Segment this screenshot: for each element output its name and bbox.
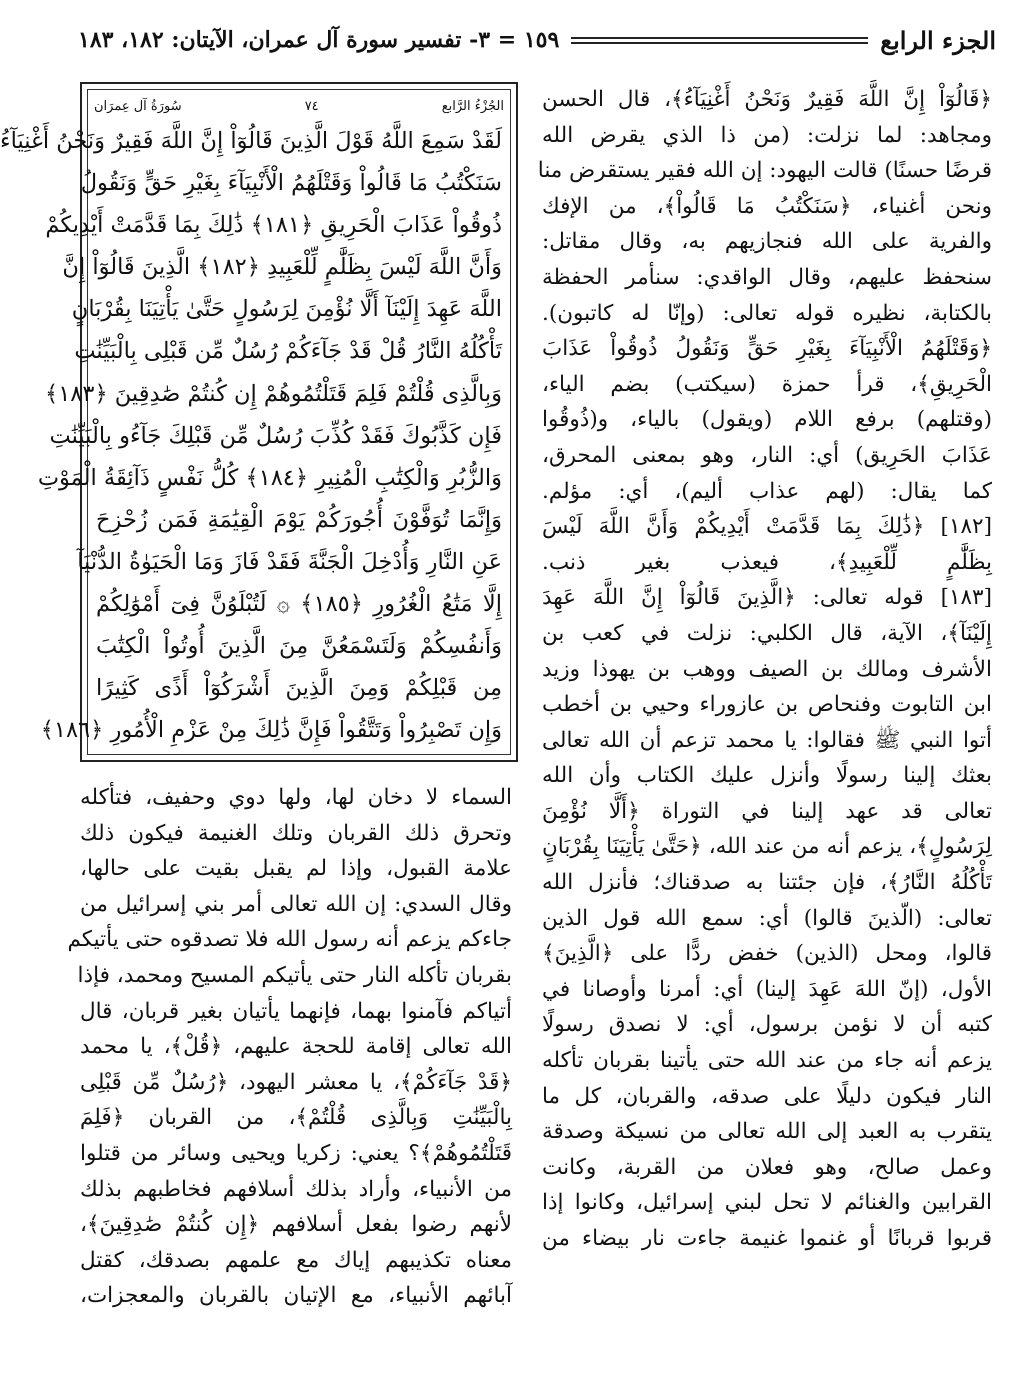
mushaf-inner-frame — [0, 89, 511, 755]
text-line: قربوا قربانًا أو غنموا غنيمة جاءت نار بيضاء من — [542, 1226, 992, 1251]
text-line: بعثك إلينا رسولًا وأنزل عليك الكتاب وأن الله — [542, 763, 992, 789]
text-line: ابن التابوت وفنحاص بن عازوراء وحيي بن أخطب — [542, 692, 992, 718]
text-line: ﴿وَقَتْلَهُمُ الْأَنْبِيَآءَ بِغَيْرِ حَقٍّ وَنَقُولُ ذُوقُواْ عَذَابَ — [542, 336, 992, 362]
verse-line: وَإِن تَصْبِرُواْ وَتَتَّقُواْ فَإِنَّ ذَٰلِكَ مِنْ عَزْمِ الْأُمُورِ ﴿١٨٦﴾ — [40, 717, 502, 744]
text-line: يزعم أنه جاء من عند الله حتى يأتينا بقربان تأكله — [542, 1048, 992, 1074]
text-line: بقربان تأكله النار حتى يأتيكم المسيح ومحمد، فإذا — [77, 962, 512, 988]
text-line: كتبه أن لا نؤمن برسول، أي: لا نصدق رسولًا — [542, 1012, 992, 1038]
verse-line: وَإِنَّمَا تُوَفَّوْنَ أُجُورَكُمْ يَوْمَ الْقِيَٰمَةِ فَمَن زُحْزِحَ — [96, 506, 502, 533]
text-line: الله تعالى إقامة للحجة عليهم، ﴿قُلْ﴾، يا محمد — [80, 1034, 512, 1060]
header-part-title: الجزء الرابع — [880, 25, 996, 55]
text-line: قرضًا حسنًا) قالت اليهود: إن الله فقير يستقرض منا — [537, 158, 992, 184]
verse-line: وَبِالَّذِى قُلْتُمْ فَلِمَ قَتَلْتُمُوهُمْ إِن كُنتُمْ صَٰدِقِينَ ﴿١٨٣﴾ — [45, 380, 502, 407]
text-line: ﴿قَالُوٓاْ إِنَّ اللَّهَ فَقِيرٌ وَنَحْنُ أَغْنِيَآءُ﴾، قال الحسن — [542, 87, 992, 112]
text-line: [١٨٢] ﴿ذَٰلِكَ بِمَا قَدَّمَتْ أَيْدِيكُمْ وَأَنَّ اللَّهَ لَيْسَ — [542, 514, 992, 540]
text-line: جاءكم يزعم أنه رسول الله فلا تصدقوه حتى يأتيكم — [67, 927, 512, 953]
text-line: ﴿قَدْ جَآءَكُمْ﴾، يا معشر اليهود، ﴿رُسُلٌ مِّن قَبْلِى — [80, 1069, 512, 1095]
text-line: تعالى قد عهد إلينا في التوراة ﴿أَلَّا نُؤْمِنَ — [542, 798, 992, 824]
text-line: [١٨٣] قوله تعالى: ﴿الَّذِينَ قَالُوٓاْ إِنَّ اللَّهَ عَهِدَ — [542, 585, 992, 611]
running-header — [78, 20, 996, 60]
mushaf-header — [94, 94, 504, 118]
verse-line: اللَّهَ عَهِدَ إِلَيْنَآ أَلَّا نُؤْمِنَ لِرَسُولٍ حَتَّىٰ يَأْتِيَنَا بِقُرْبَانٍ — [71, 296, 502, 323]
verse-line: وَالزُّبُرِ وَالْكِتَٰبِ الْمُنِيرِ ﴿١٨٤﴾ كُلُّ نَفْسٍ ذَآئِقَةُ الْمَوْتِ — [37, 464, 502, 491]
text-line: أتوا النبي ﷺ فقالوا: يا محمد تزعم أن الله تعالى — [542, 727, 992, 753]
text-line: لأنهم رضوا بفعل أسلافهم ﴿إِن كُنتُمْ صَٰدِقِينَ﴾، — [80, 1212, 512, 1238]
mushaf-verses — [0, 120, 502, 751]
verse-line: ذُوقُواْ عَذَابَ الْحَرِيقِ ﴿١٨١﴾ ذَٰلِكَ بِمَا قَدَّمَتْ أَيْدِيكُمْ — [45, 212, 502, 239]
text-line: من الأنبياء، وأراد بذلك أسلافهم فخاطبهم بذلك — [80, 1176, 512, 1202]
text-line: إِلَيْنَآ﴾، الآية، قال الكلبي: نزلت في كعب بن — [542, 620, 992, 646]
right-column-text — [537, 82, 993, 1257]
text-line: وقال السدي: إن الله تعالى أمر بني إسرائيل من — [80, 891, 512, 917]
text-line: قالوا، ومحل (الذين) خفض ردًّا على ﴿الَّذِينَ﴾ — [542, 941, 992, 967]
verse-line: إِلَّا مَتَٰعُ الْغُرُورِ ﴿١٨٥﴾ ۞ لَتُبْلَوُنَّ فِىٓ أَمْوَٰلِكُمْ — [96, 591, 502, 618]
mushaf-page-box — [0, 82, 518, 762]
text-line: وعمل صالح، وهو فعلان من القربة، وكانت — [542, 1154, 992, 1180]
header-page-info: ١٥٩ = ٣- تفسير سورة آل عمران، الآيتان: ١٨٢، ١٨٣ — [78, 27, 560, 53]
text-line: القرابين والغنائم لا تحل لبني إسرائيل، وكانوا إذا — [542, 1190, 992, 1216]
text-line: الْحَرِيقِ﴾، قرأ حمزة (سيكتب) بضم الياء، — [542, 371, 992, 397]
text-line: بالكتابة، نظيره قوله تعالى: (وإنّا له كاتبون). — [542, 300, 992, 326]
text-line: يتقرب به العبد إلى الله تعالى من نسيكة وصدقة — [542, 1119, 992, 1145]
text-line: عَذَابَ الحَرِيق) أي: النار، وهو بمعنى المحرق، — [542, 442, 992, 468]
verse-line: تَأْكُلُهُ النَّارُ قُلْ قَدْ جَآءَكُمْ رُسُلٌ مِّن قَبْلِى بِالْبَيِّنَٰتِ — [74, 338, 502, 365]
text-line: الأول، (إنّ اللهَ عَهِدَ إلينا) أي: أمرنا وأوصانا في — [542, 976, 992, 1002]
text-line: أتياكم فآمنوا بهما، فإنهما يأتيان بغير قربان، قال — [80, 998, 512, 1024]
verse-line: وَأَنفُسِكُمْ وَلَتَسْمَعُنَّ مِنَ الَّذِينَ أُوتُواْ الْكِتَٰبَ — [96, 633, 502, 660]
verse-line: سَنَكْتُبُ مَا قَالُواْ وَقَتْلَهُمُ الْأَنْبِيَآءَ بِغَيْرِ حَقٍّ وَنَقُولُ — [80, 170, 502, 197]
verse-line: وَأَنَّ اللَّهَ لَيْسَ بِظَلَّٰمٍ لِّلْعَبِيدِ ﴿١٨٢﴾ الَّذِينَ قَالُوٓاْ إِنَّ — [62, 254, 502, 281]
text-line: معناه تكذيبهم إياك مع علمهم بصدقك، كقتل — [80, 1247, 512, 1273]
text-line: قَتَلْتُمُوهُمْ﴾؟ يعني: زكريا ويحيى وسائر من قتلوا — [80, 1140, 512, 1166]
mushaf-page-number: ٧٤ — [304, 98, 319, 114]
text-line: وتحرق ذلك القربان وتلك الغنيمة فيكون ذلك — [80, 820, 512, 846]
text-line: تعالى: (الّذينَ قالوا) أي: سمع الله قول الذين — [542, 905, 992, 931]
text-line: بِظَلَّٰمٍ لِّلْعَبِيدِ﴾، فيعذب بغير ذنب. — [542, 549, 992, 575]
text-line: لِرَسُولٍ﴾، يزعم أنه من عند الله، ﴿حَتَّىٰ يَأْتِيَنَا بِقُرْبَانٍ — [542, 834, 992, 860]
text-line: آبائهم الأنبياء، مع الإتيان بالقربان والمعجزات، — [80, 1283, 512, 1309]
mushaf-surah-name: سُورَةُ آل عِمرَان — [94, 98, 182, 114]
text-line: سنحفظ عليهم، وقال الواقدي: سنأمر الحفظة — [542, 264, 992, 290]
left-column-text — [67, 780, 512, 1314]
header-rule — [571, 37, 868, 44]
verse-line: عَنِ النَّارِ وَأُدْخِلَ الْجَنَّةَ فَقَدْ فَازَ وَمَا الْحَيَوٰةُ الدُّنْيَآ — [77, 548, 502, 575]
text-line: السماء لا دخان لها، ولها دوي وحفيف، فتأكله — [80, 785, 512, 810]
mushaf-juz-name: الجُزْءُ الرَّابع — [441, 98, 504, 114]
verse-line: لَقَدْ سَمِعَ اللَّهُ قَوْلَ الَّذِينَ قَالُوٓاْ إِنَّ اللَّهَ فَقِيرٌ وَنَحْنُ أَغْنِيَآءُ — [0, 128, 502, 154]
text-line: النار فيكون دليلًا على صدقه، والقربان، كل ما — [542, 1083, 992, 1109]
text-line: والفرية على الله فنجازيهم به، وقال مقاتل: — [542, 229, 992, 255]
text-line: (وقتلهم) برفع اللام (ويقول) بالياء، و(ذُوقُوا — [542, 407, 992, 433]
text-line: ونحن أغنياء، ﴿سَنَكْتُبُ مَا قَالُواْ﴾، من الإفك — [542, 193, 992, 219]
text-line: ومجاهد: لما نزلت: (من ذا الذي يقرض الله — [542, 122, 992, 148]
text-line: الأشرف ومالك بن الصيف ووهب بن يهوذا وزيد — [542, 656, 992, 682]
verse-line: فَإِن كَذَّبُوكَ فَقَدْ كُذِّبَ رُسُلٌ مِّن قَبْلِكَ جَآءُو بِالْبَيِّنَٰتِ — [49, 422, 502, 449]
verse-line: مِن قَبْلِكُمْ وَمِنَ الَّذِينَ أَشْرَكُوٓاْ أَذًى كَثِيرًا — [96, 675, 502, 702]
text-line: بِالْبَيِّنَٰتِ وَبِالَّذِى قُلْتُمْ﴾، من القربان ﴿فَلِمَ — [80, 1105, 512, 1131]
text-line: كما يقال: (لهم عذاب أليم)، أي: مؤلم. — [542, 478, 992, 504]
text-line: تَأْكُلُهُ النَّارُ﴾، فإن جئتنا به صدقناك؛ فأنزل الله — [542, 870, 993, 896]
text-line: علامة القبول، وإذا لم يقبل بقيت على حالها، — [80, 856, 512, 882]
